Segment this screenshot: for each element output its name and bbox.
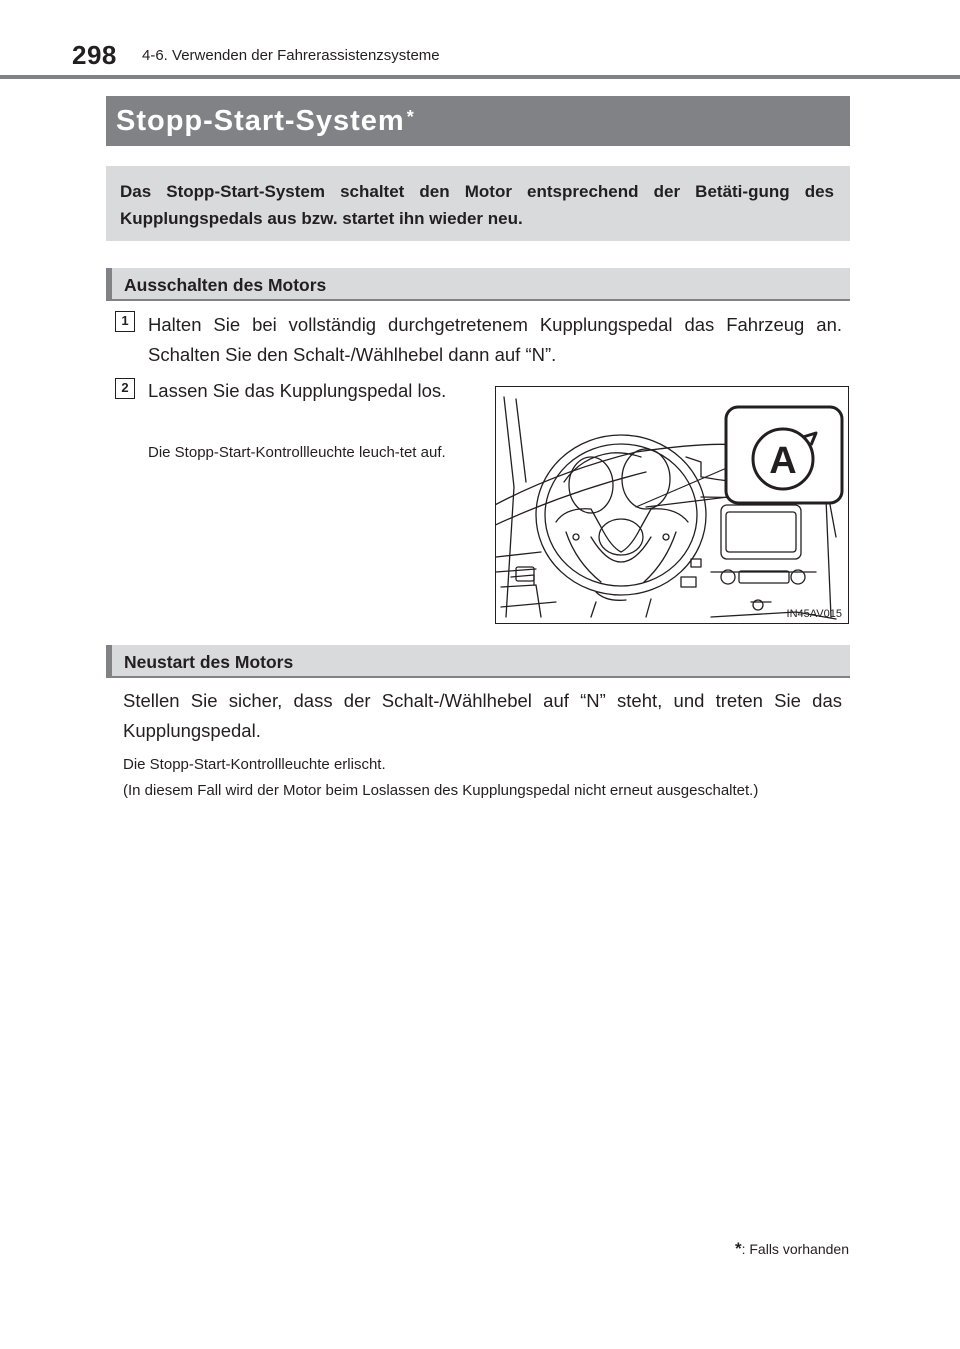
intro-text: Das Stopp-Start-System schaltet den Motor entsprechend der Betäti-gung des Kupplungspedals aus bzw. startet ihn wieder neu. <box>120 182 834 228</box>
restart-text: Stellen Sie sicher, dass der Schalt-/Wählhebel auf “N” steht, und treten Sie das Kupplungspedal. <box>123 690 842 741</box>
dashboard-illustration <box>495 386 849 624</box>
subsection-heading-stop-text: Ausschalten des Motors <box>124 275 327 295</box>
footnote-text: : Falls vorhanden <box>741 1241 849 1257</box>
section-title-text: Stopp-Start-System <box>116 105 405 137</box>
intro-box <box>106 166 850 241</box>
chapter-title: 4-6. Verwenden der Fahrerassistenzsysteme <box>142 47 440 64</box>
step-number-2: 2 <box>115 378 135 399</box>
footnote-mark: * <box>734 1239 742 1258</box>
subsection-heading-restart-text: Neustart des Motors <box>124 652 294 672</box>
restart-note-1: Die Stopp-Start-Kontrollleuchte erlischt. <box>123 756 386 773</box>
header-rule <box>0 75 960 79</box>
dashboard-drawing <box>496 387 847 622</box>
footnote <box>735 1240 849 1258</box>
figure-code: IN45AV015 <box>786 608 842 620</box>
subsection-heading-stop <box>106 268 850 301</box>
subsection-heading-restart <box>106 645 850 678</box>
step-number-1: 1 <box>115 311 135 332</box>
section-title-bar <box>106 96 850 146</box>
step-text-1: Halten Sie bei vollständig durchgetretenem Kupplungspedal das Fahrzeug an. Schalten Sie den Schalt-/Wählhebel dann auf “N”. <box>148 314 842 365</box>
callout-letter: A <box>769 440 797 482</box>
restart-note-2: (In diesem Fall wird der Motor beim Loslassen des Kupplungspedal nicht erneut ausgeschaltet.) <box>123 782 759 799</box>
step-text-2: Lassen Sie das Kupplungspedal los. <box>148 380 447 401</box>
step-note-2: Die Stopp-Start-Kontrollleuchte leuch-tet auf. <box>148 444 446 461</box>
asterisk-mark: * <box>406 107 415 127</box>
page-number: 298 <box>72 40 117 70</box>
section-title <box>116 102 415 140</box>
